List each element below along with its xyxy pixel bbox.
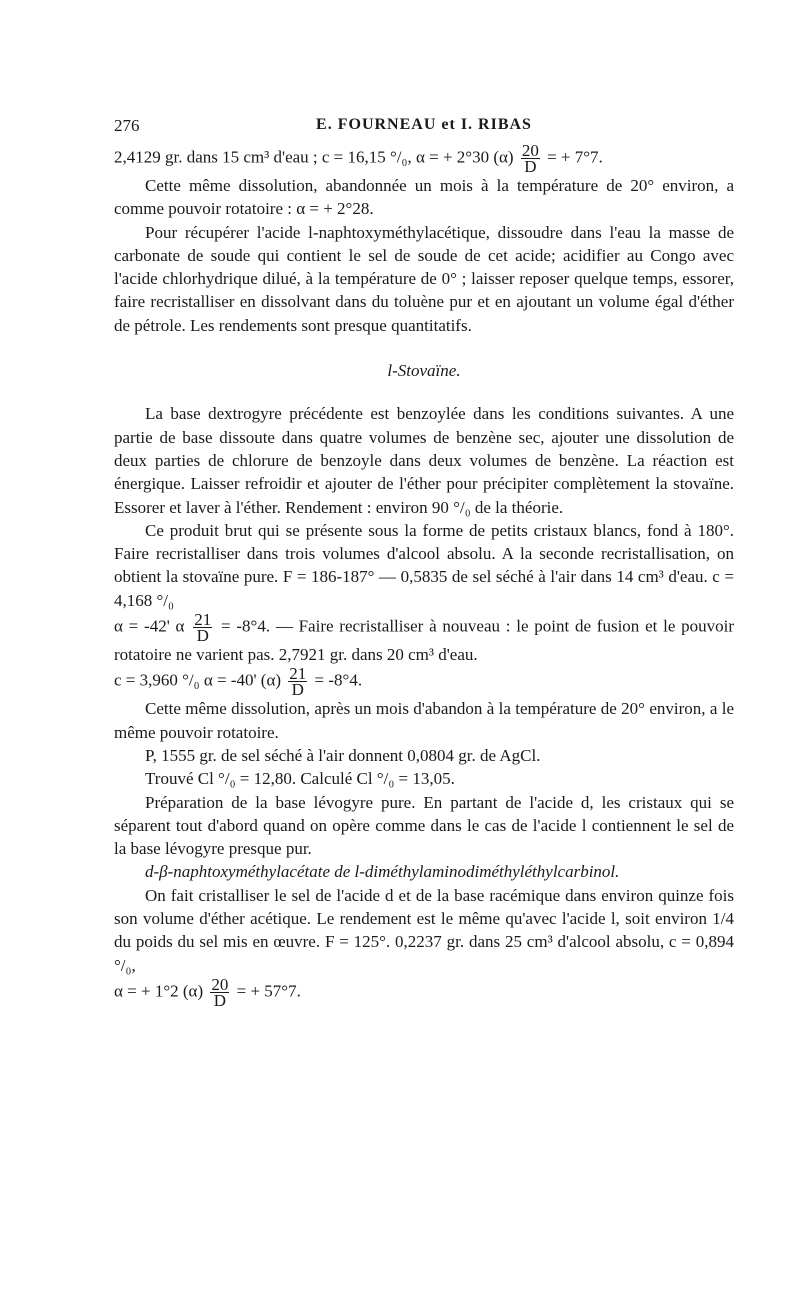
formula-2-text: α = -42' α — [114, 616, 185, 636]
formula-1-denominator: D — [524, 157, 537, 176]
formula-1-result: = + 7°7. — [547, 147, 603, 167]
formula-2-denominator: D — [196, 626, 209, 646]
formula-line-2 — [114, 612, 734, 666]
formula-4-numerator: 20 — [211, 974, 229, 994]
formula-line-1 — [114, 143, 734, 174]
formula-3-fraction — [288, 664, 307, 700]
paragraph-trouve: Trouvé Cl °/₀ = 12,80. Calculé Cl °/₀ = 13,05. — [145, 769, 455, 789]
formula-3-denominator: D — [291, 680, 304, 700]
formula-1-text: 2,4129 gr. dans 15 cm³ d'eau ; c = 16,15 °/₀, α = + 2°30 (α) — [114, 147, 514, 167]
formula-3-result: = -8°4. — [314, 670, 363, 690]
formula-2-fraction — [193, 610, 212, 646]
compound-heading: d-β-naphtoxyméthylacétate de l-diméthylaminodiméthyléthylcarbinol. — [145, 862, 620, 882]
formula-4-fraction — [210, 974, 229, 1010]
formula-2-result: = -8°4. — Faire recristalliser à nouveau : le point de fusion et le pouvoir rotatoire ne varient pas. 2,7921 gr. dans 20 cm³ d'eau. — [114, 616, 735, 665]
paragraph-dissolution: Cette même dissolution, abandonnée un mois à la température de 20° environ, a comme pouvoir rotatoire : α = + 2°28. — [114, 176, 734, 219]
formula-4-result: = + 57°7. — [236, 981, 301, 1001]
page-header — [114, 112, 734, 142]
formula-4-denominator: D — [213, 990, 226, 1010]
paragraph-benzoylation: La base dextrogyre précédente est benzoylée dans les conditions suivantes. A une partie de base dissoute dans quatre volumes de benzène sec, ajouter une dissolution de deux parties de chlorure de benzoyle dans deux volumes de benzène. La réaction est énergique. Laisser refroidir et ajouter de l'éther pour précipiter complètement la stovaïne. Essorer et laver à l'éther. Rendement : environ 90 °/₀ de la théorie. — [114, 404, 734, 517]
paragraph-cristallisation: On fait cristalliser le sel de l'acide d et de la base racémique dans environ quinze fois son volume d'éther acétique. Le rendement est le même qu'avec l'acide l, soit environ 1/4 du poids du sel mis en œuvre. F = 125°. 0,2237 gr. dans 25 cm³ d'alcool absolu, c = 0,894 °/₀, — [114, 885, 734, 975]
paragraph-abandon: Cette même dissolution, après un mois d'abandon à la température de 20° environ, a le même pouvoir rotatoire. — [114, 699, 734, 742]
formula-3-text: c = 3,960 °/₀ α = -40' (α) — [114, 670, 282, 690]
page-number: 276 — [114, 116, 140, 135]
formula-line-4 — [114, 974, 734, 1010]
paragraph-agcl: P, 1555 gr. de sel séché à l'air donnent 0,0804 gr. de AgCl. — [145, 745, 541, 765]
formula-4-text: α = + 1°2 (α) — [114, 981, 204, 1001]
formula-1-fraction — [521, 143, 540, 174]
formula-3-numerator: 21 — [289, 664, 307, 684]
formula-2-numerator: 21 — [194, 610, 212, 630]
formula-1-numerator: 20 — [521, 141, 539, 160]
page-body — [114, 143, 734, 1008]
section-title: l-Stovaïne. — [387, 361, 461, 381]
paragraph-produit-brut: Ce produit brut qui se présente sous la forme de petits cristaux blancs, fond à 180°. Faire recristalliser dans trois volumes d'alcool absolu. A la seconde recristallisation, on obtient la stovaïne pure. F = 186-187° — 0,5835 de sel séché à l'air dans 14 cm³ d'eau. c = 4,168 °/₀ — [114, 520, 734, 610]
running-title: E. FOURNEAU et I. RIBAS — [316, 116, 532, 133]
paragraph-recuperation: Pour récupérer l'acide l-naphtoxyméthylacétique, dissoudre dans l'eau la masse de carbonate de soude qui contient le sel de soude de cet acide; acidifier au Congo avec l'acide chlorhydrique dilué, à la température de 0° ; laisser reposer quelque temps, essorer, faire recristalliser en dissolvant dans du toluène pur et en ajoutant un volume égal d'éther de pétrole. Les rendements sont presque quantitatifs. — [114, 222, 734, 335]
formula-line-3 — [114, 664, 734, 700]
paragraph-preparation: Préparation de la base lévogyre pure. En partant de l'acide d, les cristaux qui se séparent tout d'abord quand on opère comme dans le cas de l'acide l contiennent le sel de la base lévogyre presque pur. — [114, 792, 734, 859]
